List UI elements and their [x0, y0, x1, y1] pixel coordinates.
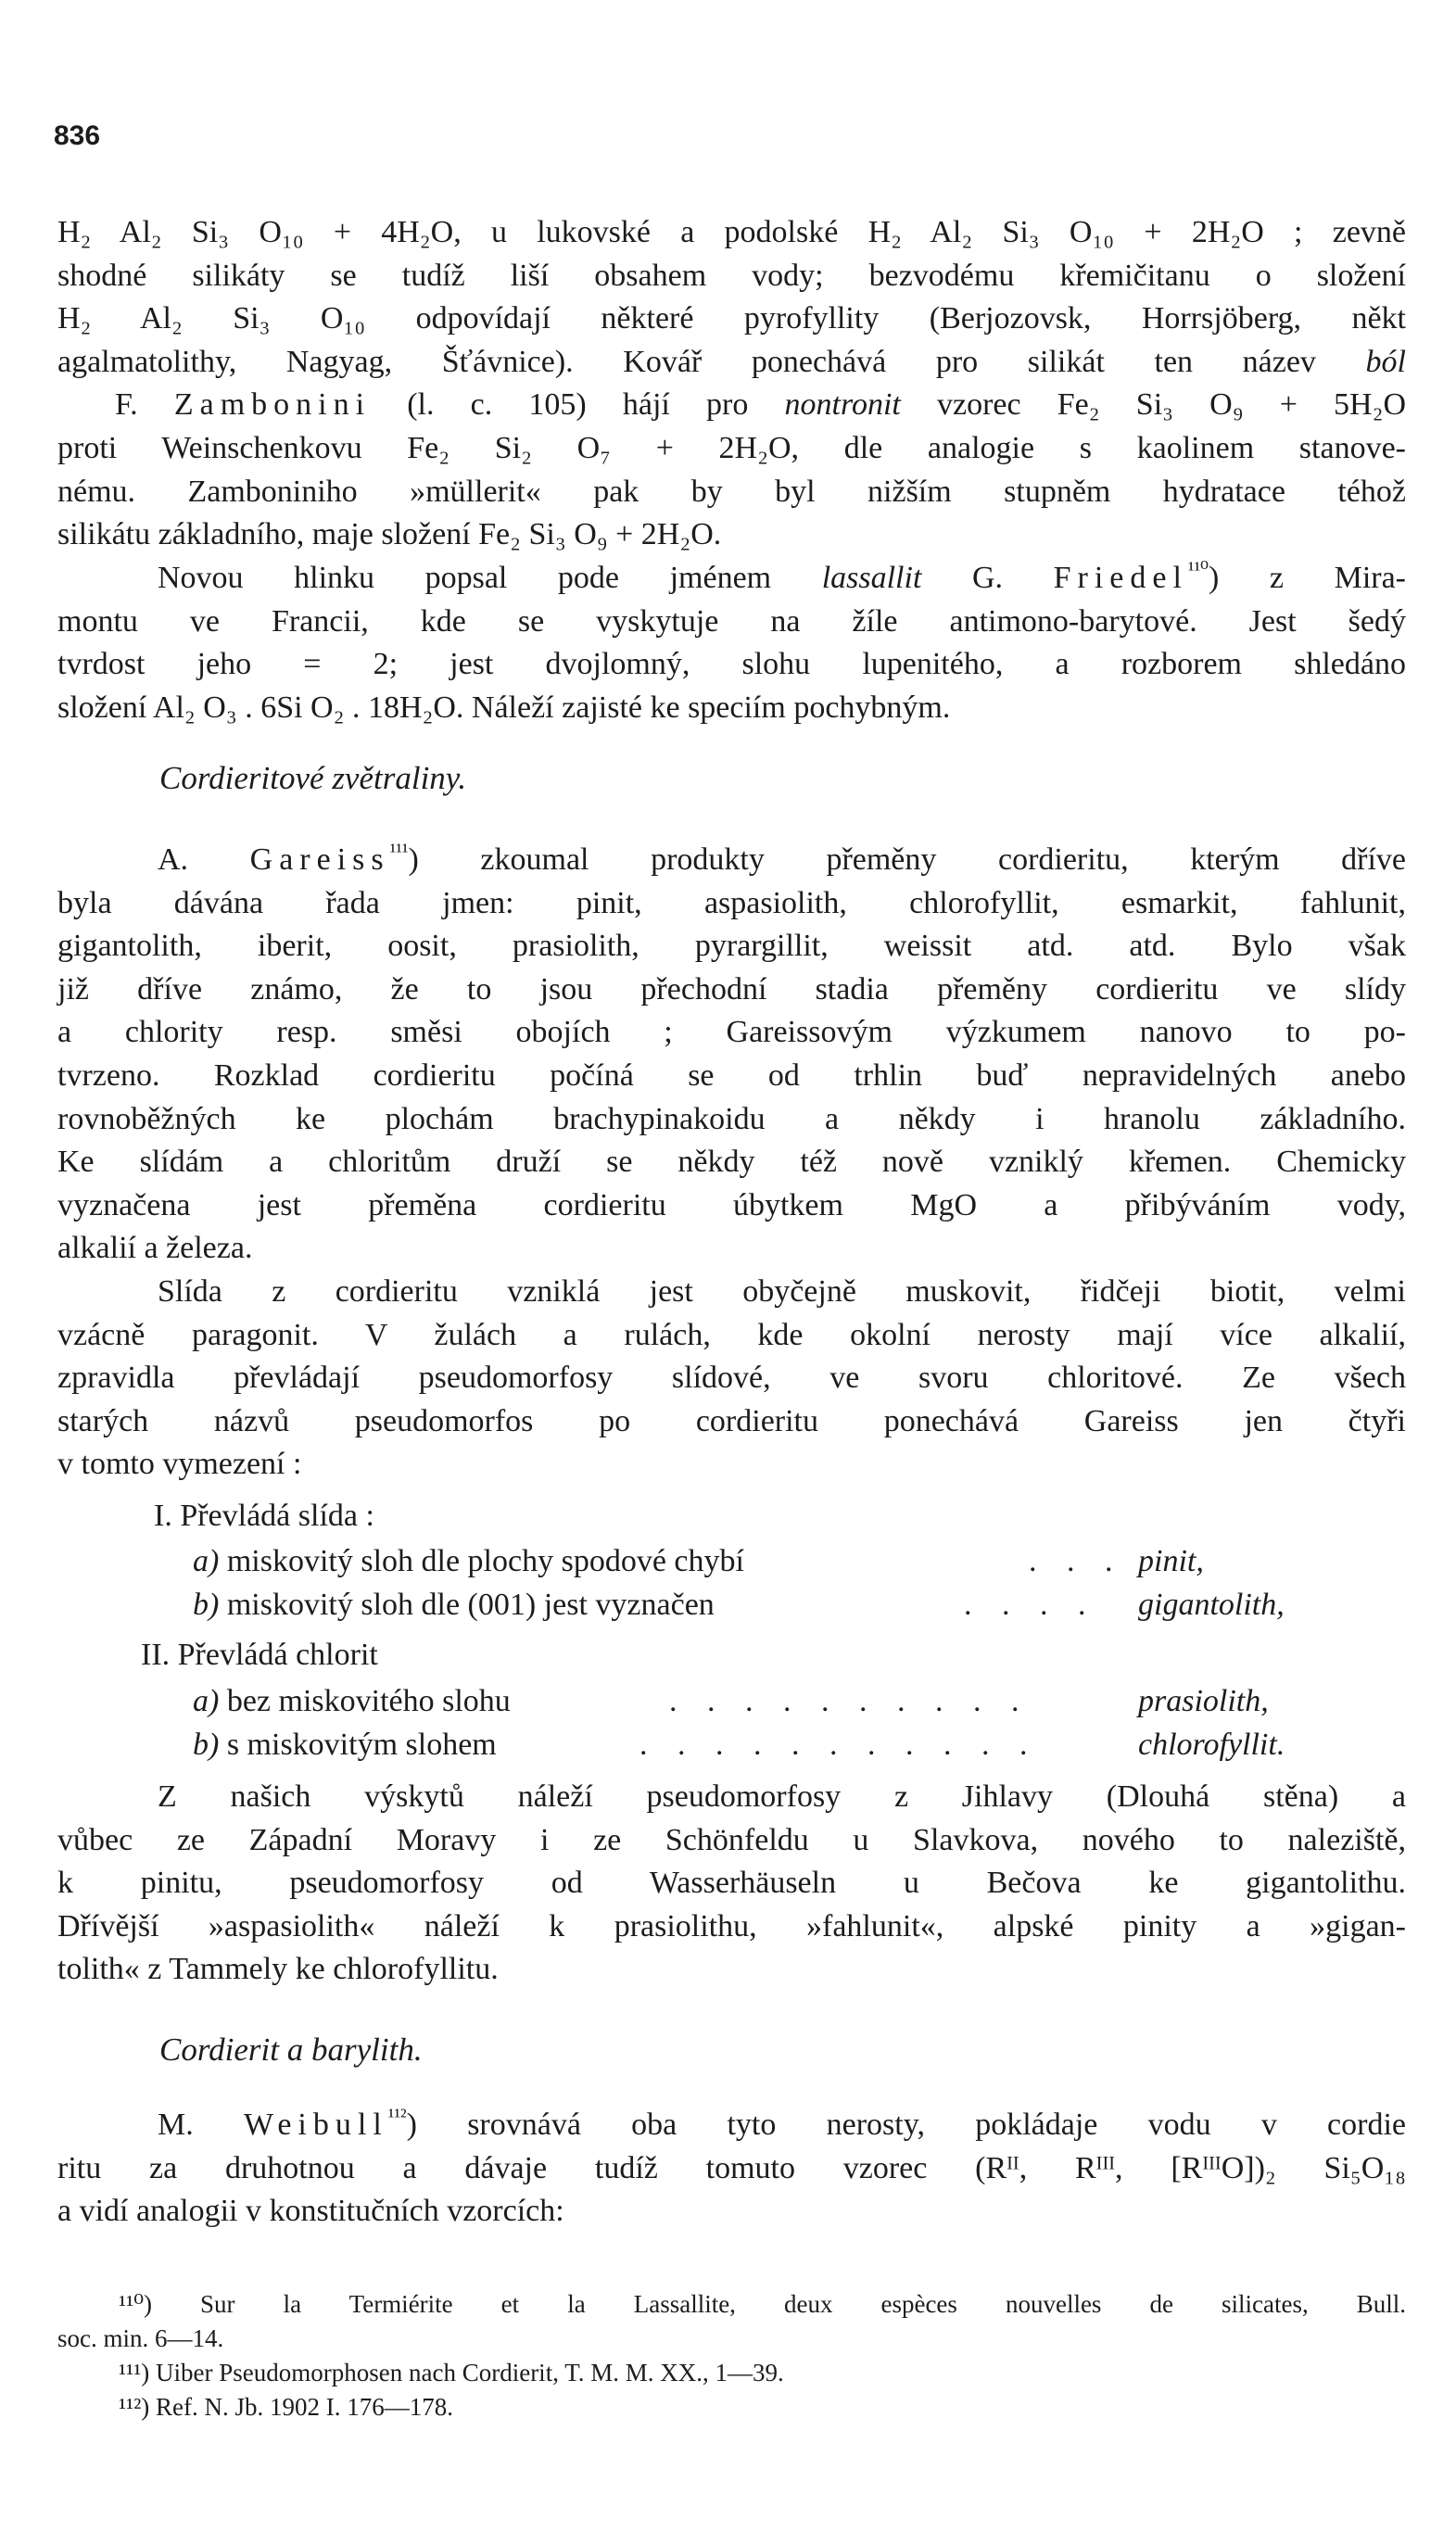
- text-line: Slída z cordieritu vzniklá jest obyčejně muskovit, řidčeji biotit, velmi: [158, 1274, 1406, 1309]
- list-item: a) miskovitý sloh dle plochy spodové chybí: [193, 1544, 744, 1578]
- text-line: alkalií a železa.: [57, 1231, 253, 1266]
- text-line: vyznačena jest přeměna cordieritu úbytkem MgO a přibýváním vody,: [57, 1187, 1406, 1222]
- paragraph-6: [57, 2104, 1406, 2234]
- text-line: F. Zambonini (l. c. 105) hájí pro nontronit vzorec Fe₂ Si₃ O₉ + 5H₂O: [115, 387, 1407, 423]
- text-line: Z našich výskytů náleží pseudomorfosy z Jihlavy (Dlouhá stěna) a: [158, 1779, 1406, 1814]
- list-group-heading: II. Převládá chlorit: [141, 1638, 378, 1672]
- text-line: vzácně paragonit. V žulách a rulách, kde okolní nerosty mají více alkalií,: [57, 1317, 1406, 1352]
- text-line: zpravidla převládají pseudomorfosy slídové, ve svoru chloritové. Ze všech: [57, 1361, 1406, 1396]
- text-line: shodné silikáty se tudíž liší obsahem vody; bezvodému křemičitanu o složení: [57, 258, 1406, 293]
- section-title-cordierite: Cordieritové zvětraliny.: [159, 760, 467, 796]
- text-line: složení Al₂ O₃ . 6Si O₂ . 18H₂O. Náleží zajisté ke speciím pochybným.: [57, 690, 951, 725]
- page-number: 836: [54, 120, 101, 151]
- term-bol: ból: [1365, 344, 1406, 379]
- text-line: Dřívější »aspasiolith« náleží k prasiolithu, »fahlunit«, alpské pinity a »gigan-: [57, 1908, 1406, 1943]
- author-weibull: Weibull: [243, 2108, 388, 2142]
- footnote-ref-112: ¹¹²: [387, 2104, 407, 2128]
- text-line: tvrdost jeho = 2; jest dvojlomný, slohu lupenitého, a rozborem shledáno: [57, 647, 1406, 682]
- text-line: Novou hlinku popsal pode jménem lassallit G. Friedel$^{^{110}}$) z Mira-: [158, 557, 1407, 595]
- list-group-heading: I. Převládá slída :: [154, 1499, 374, 1533]
- text-line: proti Weinschenkovu Fe₂ Si₂ O₇ + 2H₂O, dle analogie s kaolinem stanove-: [57, 430, 1406, 465]
- text-line: tvrzeno. Rozklad cordieritu počíná se od trhlin buď nepravidelných anebo: [57, 1057, 1406, 1093]
- footnote-110: ¹¹⁰) Sur la Termiérite et la Lassallite, deux espèces nouvelles de silicates, Bull.: [119, 2290, 1406, 2318]
- paragraph-1: [57, 211, 1406, 557]
- footnote-112: ¹¹²) Ref. N. Jb. 1902 I. 176—178.: [119, 2393, 454, 2421]
- text-line: a chlority resp. směsi obojích ; Gareissovým výzkumem nanovo to po-: [57, 1015, 1406, 1050]
- footnote-110-cont: soc. min. 6—14.: [57, 2324, 224, 2352]
- text-line: a vidí analogii v konstitučních vzorcích:: [57, 2194, 564, 2229]
- text-line: H₂ Al₂ Si₃ O₁₀ + 4H₂O, u lukovské a podolské H₂ Al₂ Si₃ O₁₀ + 2H₂O ; zevně: [57, 215, 1406, 249]
- text-line: v tomto vymezení :: [57, 1447, 302, 1482]
- list-item-name: pinit,: [1138, 1544, 1204, 1578]
- term-nontronit: nontronit: [784, 387, 901, 423]
- text-line: H₂ Al₂ Si₃ O₁₀ odpovídají některé pyrofyllity (Berjozovsk, Horrsjöberg, někt: [57, 301, 1406, 336]
- paragraph-2: [57, 557, 1406, 729]
- list-item-name: gigantolith,: [1138, 1588, 1285, 1622]
- footnote-ref-110: ¹¹⁰: [1187, 557, 1209, 581]
- text-line: agalmatolithy, Nagyag, Šťávnice). Kovář ponechává pro silikát ten název ból: [57, 344, 1406, 379]
- text-line: byla dávána řada jmen: pinit, aspasiolith, chlorofyllit, esmarkit, fahlunit,: [57, 885, 1406, 920]
- paragraph-4: [57, 1271, 1406, 1487]
- author-zambonini: Zambonini: [173, 387, 372, 423]
- leader-dots: . . . . . . . . . . .: [639, 1728, 1039, 1762]
- footnote-111: ¹¹¹) Uiber Pseudomorphosen nach Cordierit, T. M. M. XX., 1—39.: [119, 2359, 784, 2386]
- text-line: k pinitu, pseudomorfosy od Wasserhäuseln u Bečova ke gigantolithu.: [57, 1866, 1406, 1901]
- text-line: A. Gareiss$^{^{111}}$) zkoumal produkty přeměny cordieritu, kterým dříve: [158, 839, 1406, 877]
- leader-dots: . . . . . . . . . .: [669, 1684, 1031, 1718]
- text-line: ritu za druhotnou a dávaje tudíž tomuto vzorec (Rᴵᴵ, Rᴵᴵᴵ, [RᴵᴵᴵO])₂ Si₅O₁₈: [57, 2150, 1406, 2185]
- list-item: b) s miskovitým slohem: [193, 1728, 497, 1762]
- text-line: gigantolith, iberit, oosit, prasiolith, pyrargillit, weissit atd. atd. Bylo však: [57, 929, 1406, 964]
- list-item: a) bez miskovitého slohu: [193, 1684, 511, 1718]
- author-gareiss: Gareiss: [249, 842, 390, 877]
- section-title-barylith: Cordierit a barylith.: [159, 2032, 423, 2068]
- leader-dots: . . . .: [964, 1588, 1097, 1622]
- list-item-name: prasiolith,: [1138, 1684, 1269, 1718]
- text-line: tolith« z Tammely ke chlorofyllitu.: [57, 1952, 499, 1987]
- list-item-name: chlorofyllit.: [1138, 1728, 1285, 1762]
- author-friedel: Friedel: [1053, 561, 1188, 595]
- text-line: montu ve Francii, kde se vyskytuje na žíle antimono-barytové. Jest šedý: [57, 603, 1406, 639]
- list-item: b) miskovitý sloh dle (001) jest vyznačen: [193, 1588, 715, 1622]
- text-line: starých názvů pseudomorfos po cordieritu ponechává Gareiss jen čtyři: [57, 1403, 1406, 1438]
- text-line: již dříve známo, že to jsou přechodní stadia přeměny cordieritu ve slídy: [57, 971, 1406, 1006]
- text-line: vůbec ze Západní Moravy i ze Schönfeldu u Slavkova, nového to naleziště,: [57, 1822, 1406, 1857]
- text-line: silikátu základního, maje složení Fe₂ Si₃ O₉ + 2H₂O.: [57, 517, 722, 552]
- footnote-ref-111: ¹¹¹: [389, 839, 409, 863]
- paragraph-5: [57, 1776, 1406, 1992]
- text-line: M. Weibull$^{^{112}}$) srovnává oba tyto nerosty, pokládaje vodu v cordie: [158, 2104, 1407, 2142]
- leader-dots: . . .: [1029, 1544, 1124, 1578]
- text-line: Ke slídám a chloritům druží se někdy též nově vzniklý křemen. Chemicky: [57, 1145, 1406, 1180]
- paragraph-3: [57, 839, 1406, 1271]
- term-lassallit: lassallit: [821, 561, 922, 595]
- text-line: nému. Zamboniniho »müllerit« pak by byl nižším stupněm hydratace téhož: [57, 474, 1406, 509]
- text-line: rovnoběžných ke plochám brachypinakoidu a někdy i hranolu základního.: [57, 1101, 1406, 1136]
- footnotes: [57, 2287, 1406, 2424]
